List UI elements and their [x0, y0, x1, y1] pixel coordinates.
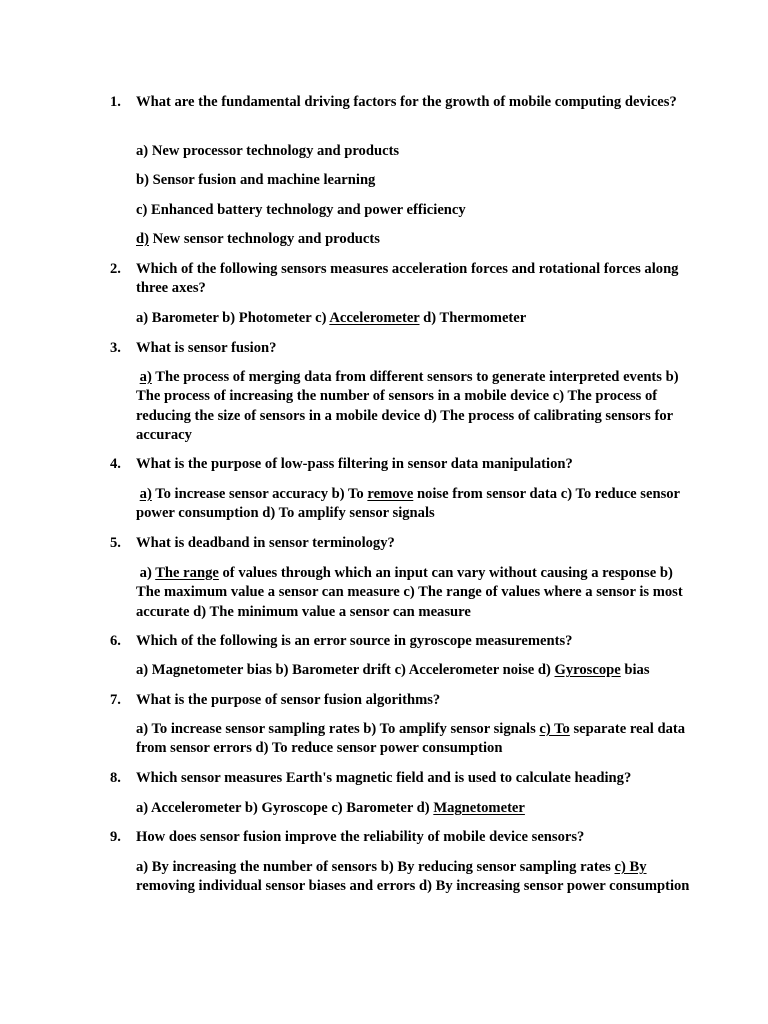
answer-line: a) Magnetometer bias b) Barometer drift c) Accelerometer noise d) Gyroscope bias: [136, 662, 650, 678]
question-text: What is the purpose of low-pass filtering in sensor data manipulation?: [136, 456, 573, 472]
answer-underlined: c) To: [539, 721, 570, 737]
question-number: 9.: [110, 829, 121, 845]
question-number: 5.: [110, 535, 121, 551]
answer-underlined: The range: [155, 565, 219, 581]
answer-option: b) Sensor fusion and machine learning: [136, 172, 376, 188]
question-number: 7.: [110, 692, 121, 708]
answer-line: a) Barometer b) Photometer c) Accelerometer d) Thermometer: [136, 310, 527, 326]
question-number: 6.: [110, 633, 121, 649]
answer-line: a) The range of values through which an input can vary without causing a response b) The maximum value a sensor can measure c) The range of values where a sensor is most accurate d) The minimum value a sensor can measure: [136, 565, 683, 620]
question-text: Which of the following sensors measures acceleration forces and rotational forces along three axes?: [136, 261, 679, 297]
answer-underlined: d): [136, 231, 149, 247]
question-number: 1.: [110, 94, 121, 110]
answer-line: a) To increase sensor sampling rates b) To amplify sensor signals c) To separate real data from sensor errors d) To reduce sensor power consumption: [136, 721, 686, 757]
answer-option: a) New processor technology and products: [136, 143, 400, 159]
question-text: Which of the following is an error source in gyroscope measurements?: [136, 633, 573, 649]
question-text: What is sensor fusion?: [136, 340, 277, 356]
answer-line: a) Accelerometer b) Gyroscope c) Barometer d) Magnetometer: [136, 800, 525, 816]
answer-underlined: Accelerometer: [329, 310, 420, 326]
question-number: 4.: [110, 456, 121, 472]
answer-option: c) Enhanced battery technology and power efficiency: [136, 202, 466, 218]
answer-underlined: Gyroscope: [554, 662, 621, 678]
question-text: What is deadband in sensor terminology?: [136, 535, 395, 551]
question-text: What are the fundamental driving factors for the growth of mobile computing devices?: [136, 94, 677, 110]
question-number: 2.: [110, 261, 121, 277]
question-number: 3.: [110, 340, 121, 356]
answer-line: a) To increase sensor accuracy b) To remove noise from sensor data c) To reduce sensor power consumption d) To amplify sensor signals: [136, 486, 680, 522]
question-text: How does sensor fusion improve the reliability of mobile device sensors?: [136, 829, 585, 845]
answer-underlined: remove: [367, 486, 414, 502]
answer-underlined: c) By: [614, 859, 647, 875]
question-text: Which sensor measures Earth's magnetic field and is used to calculate heading?: [136, 770, 632, 786]
answer-option-correct: d) New sensor technology and products: [136, 231, 380, 247]
answer-underlined: a): [139, 369, 152, 385]
answer-line: a) The process of merging data from different sensors to generate interpreted events b) The process of increasing the number of sensors in a mobile device c) The process of reducing the size of sensors in a mobile device d) The process of calibrating sensors for accuracy: [136, 369, 679, 444]
question-text: What is the purpose of sensor fusion algorithms?: [136, 692, 441, 708]
question-number: 8.: [110, 770, 121, 786]
answer-underlined: Magnetometer: [433, 800, 525, 816]
answer-line: a) By increasing the number of sensors b) By reducing sensor sampling rates c) By removing individual sensor biases and errors d) By increasing sensor power consumption: [136, 859, 690, 895]
answer-underlined: a): [139, 486, 152, 502]
